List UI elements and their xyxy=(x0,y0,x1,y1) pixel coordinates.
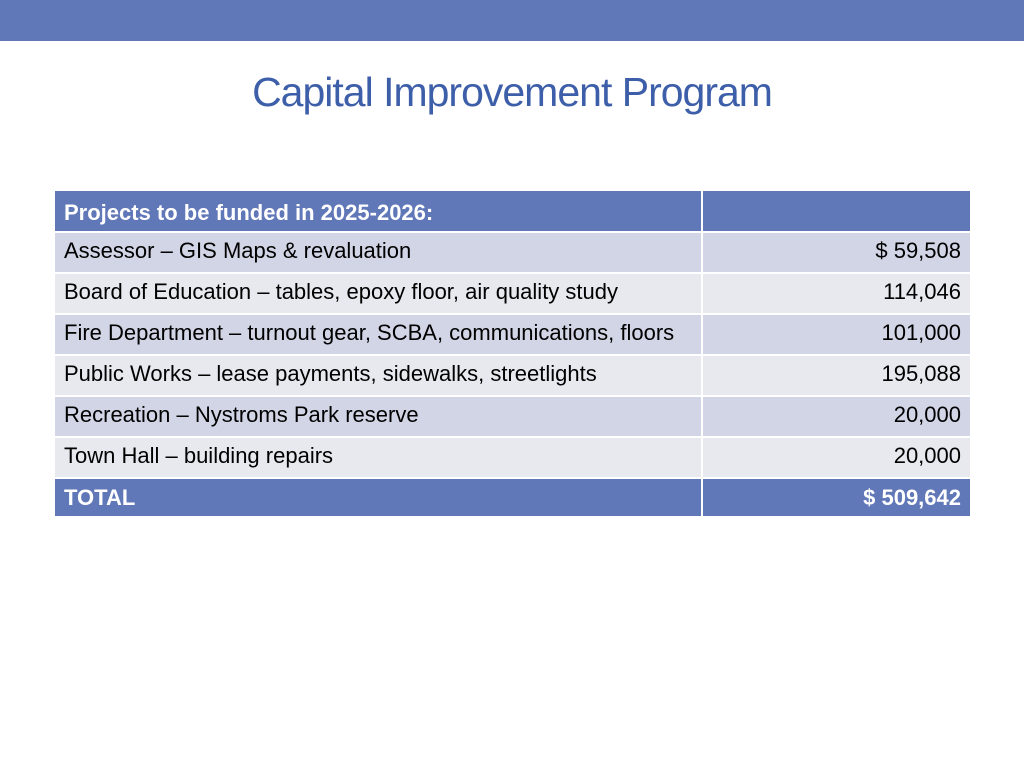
table-row xyxy=(54,355,971,396)
header-label-cell: Projects to be funded in 2025-2026: xyxy=(54,190,702,232)
project-cell: Board of Education – tables, epoxy floor, air quality study xyxy=(54,273,702,314)
top-accent-band xyxy=(0,0,1024,41)
header-amount-cell xyxy=(702,190,971,232)
table-row xyxy=(54,232,971,273)
table-row xyxy=(54,273,971,314)
total-label-cell: TOTAL xyxy=(54,478,702,517)
amount-cell: 20,000 xyxy=(702,437,971,478)
amount-cell: 101,000 xyxy=(702,314,971,355)
amount-cell: $ 59,508 xyxy=(702,232,971,273)
project-cell: Public Works – lease payments, sidewalks, streetlights xyxy=(54,355,702,396)
total-amount-cell: $ 509,642 xyxy=(702,478,971,517)
table-row xyxy=(54,314,971,355)
table-header-row xyxy=(54,190,971,232)
table-row xyxy=(54,396,971,437)
table-total-row xyxy=(54,478,971,517)
amount-cell: 195,088 xyxy=(702,355,971,396)
project-cell: Fire Department – turnout gear, SCBA, communications, floors xyxy=(54,314,702,355)
project-cell: Town Hall – building repairs xyxy=(54,437,702,478)
projects-table xyxy=(53,189,972,518)
project-cell: Assessor – GIS Maps & revaluation xyxy=(54,232,702,273)
slide-title: Capital Improvement Program xyxy=(252,69,772,115)
project-cell: Recreation – Nystroms Park reserve xyxy=(54,396,702,437)
amount-cell: 20,000 xyxy=(702,396,971,437)
amount-cell: 114,046 xyxy=(702,273,971,314)
table-row xyxy=(54,437,971,478)
